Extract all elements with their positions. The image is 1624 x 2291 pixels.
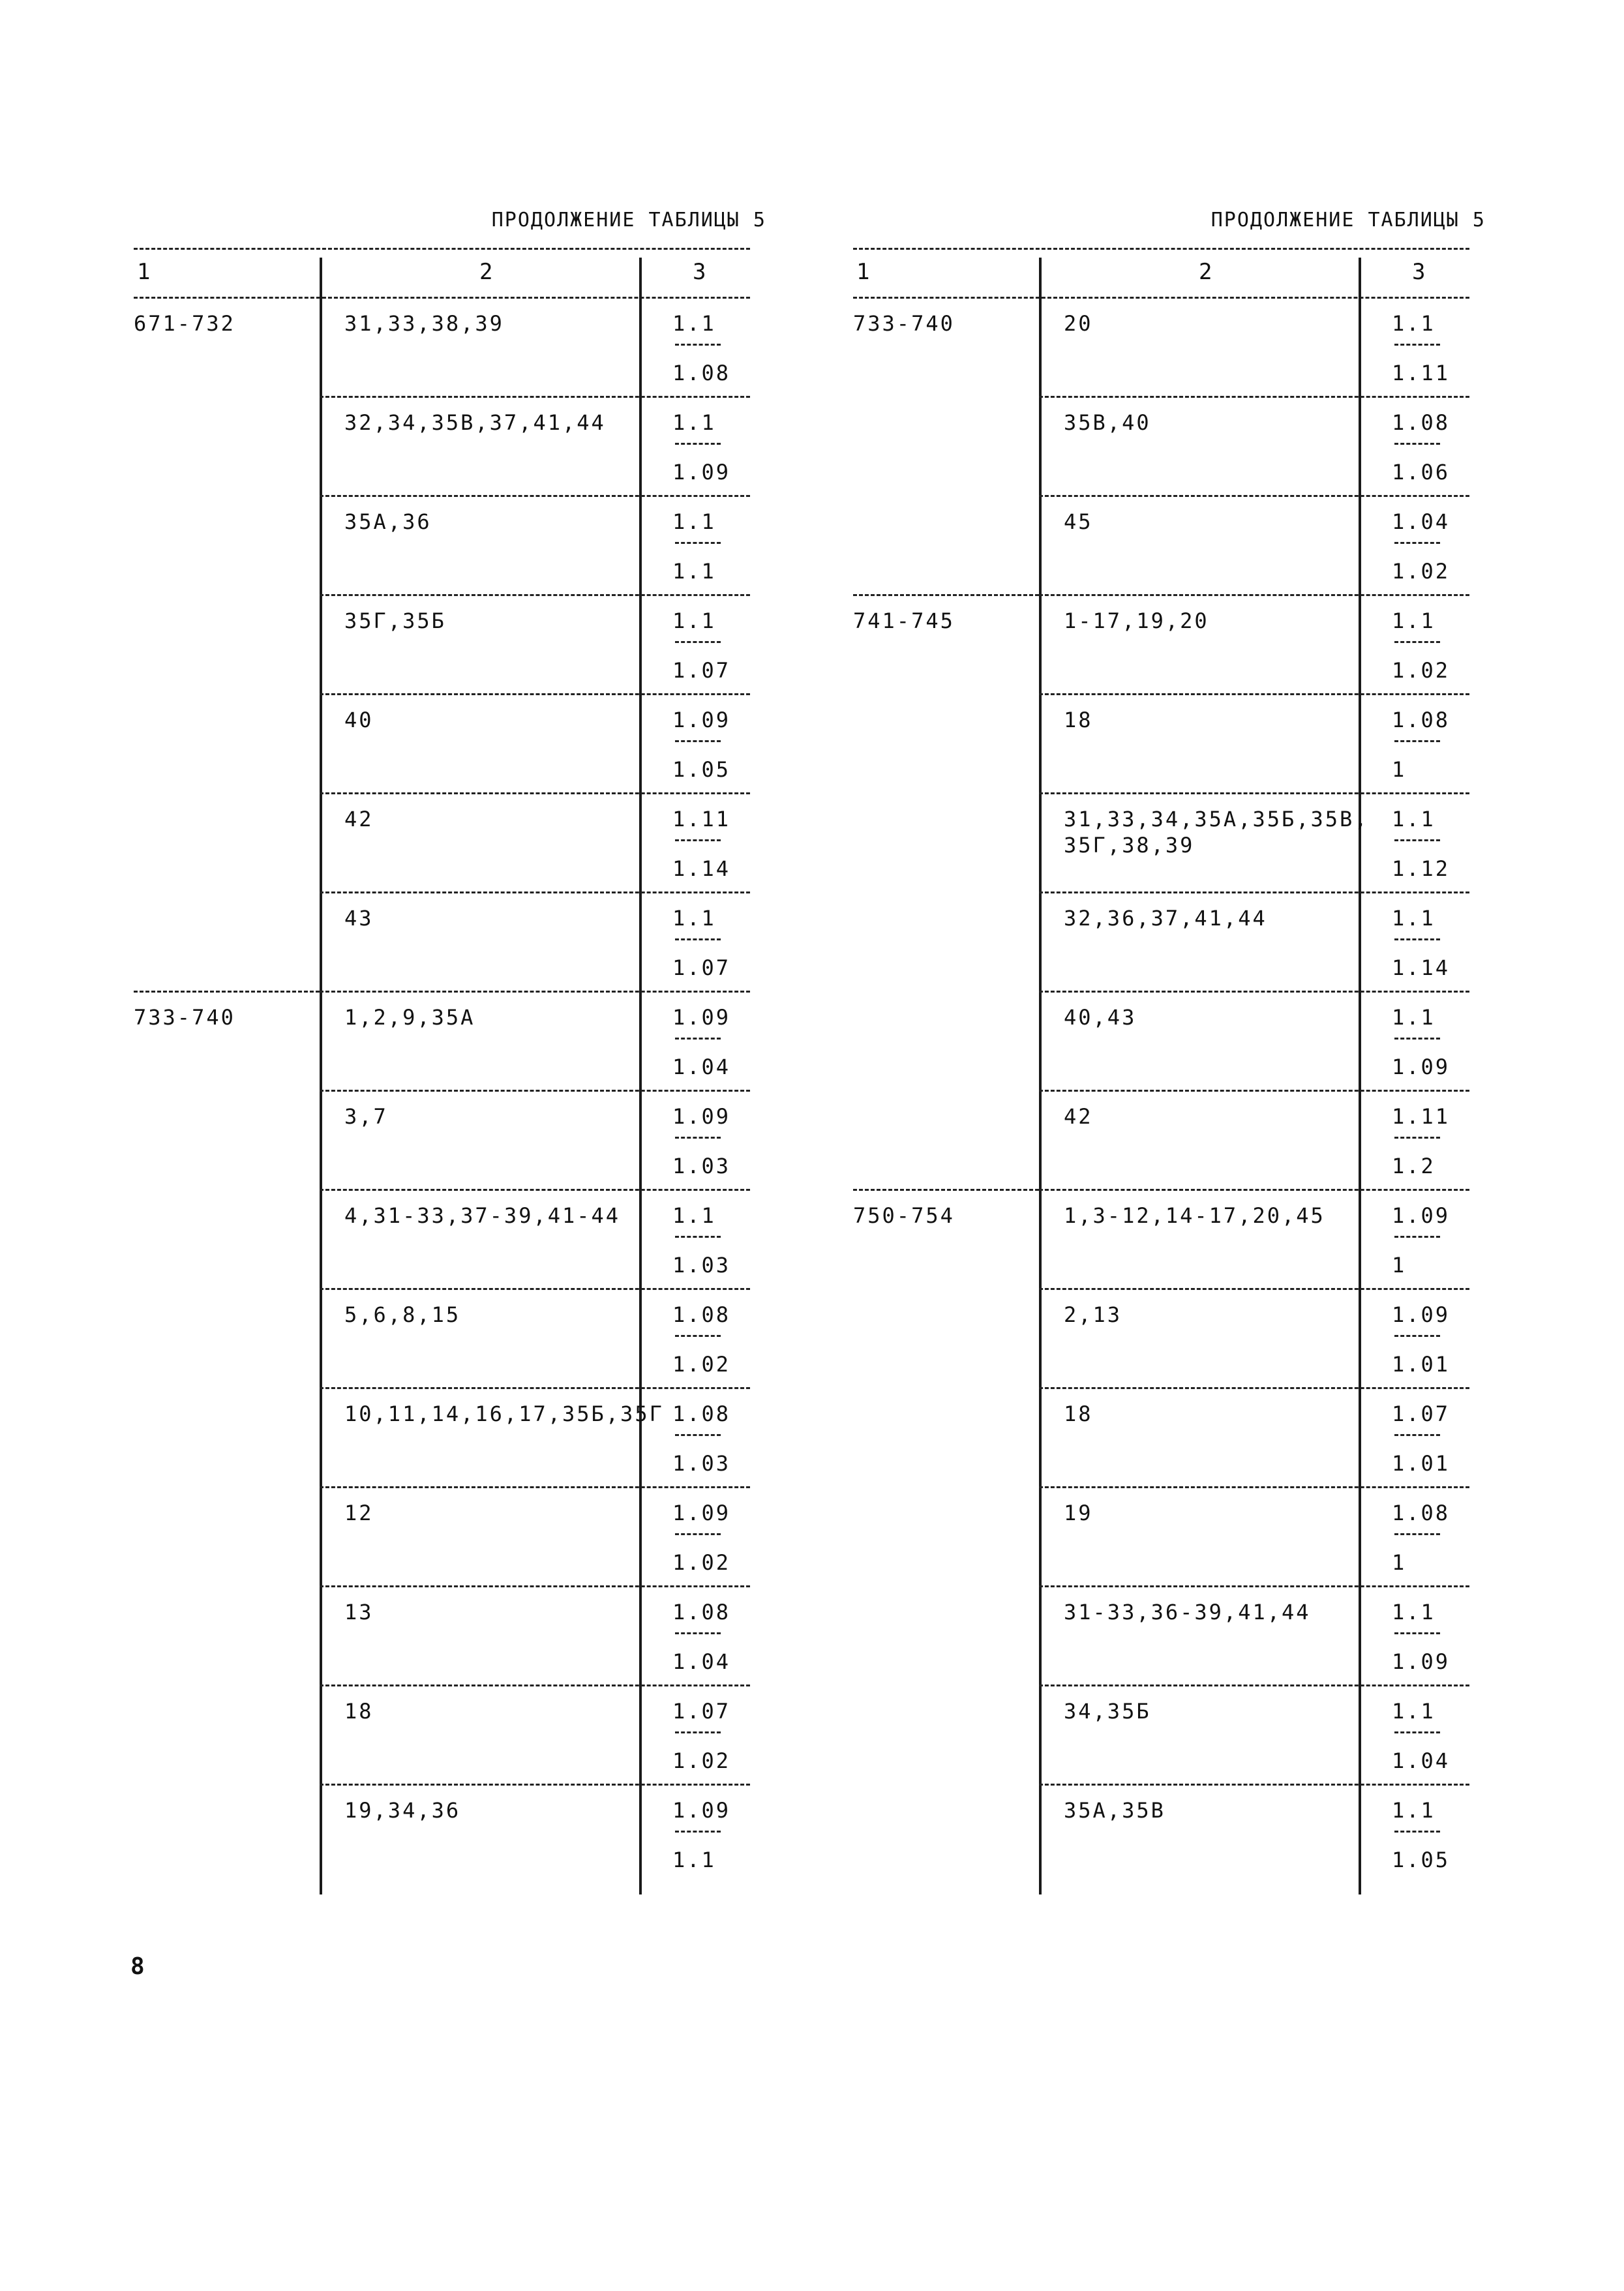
fraction-bar — [1394, 839, 1440, 841]
row-range-label: 733-740 — [134, 1005, 235, 1030]
coefficient-denominator: 1.04 — [672, 1649, 731, 1674]
coefficient-numerator: 1.1 — [672, 906, 716, 931]
row-items: 31,33,38,39 — [344, 311, 504, 336]
coefficient-numerator: 1.1 — [1392, 906, 1436, 931]
coefficient-denominator: 1.12 — [1392, 856, 1451, 881]
row-rule — [320, 991, 750, 993]
page-number: 8 — [130, 1953, 145, 1980]
coefficient-numerator: 1.09 — [672, 1501, 731, 1525]
fraction-bar — [675, 641, 721, 643]
row-items: 13 — [344, 1600, 374, 1625]
row-rule — [1039, 1387, 1469, 1389]
coefficient-numerator: 1.1 — [672, 410, 716, 435]
fraction-bar — [675, 839, 721, 841]
coefficient-numerator: 1.1 — [1392, 1005, 1436, 1030]
row-rule — [1039, 1784, 1469, 1786]
row-rule — [320, 1288, 750, 1290]
row-range-label: 671-732 — [134, 311, 235, 336]
coefficient-denominator: 1.03 — [672, 1253, 731, 1278]
column-rule-2 — [1359, 258, 1361, 1894]
row-rule — [1039, 1090, 1469, 1092]
row-rule — [1039, 495, 1469, 497]
coefficient-numerator: 1.1 — [1392, 1798, 1436, 1823]
coefficient-denominator: 1.01 — [1392, 1352, 1451, 1377]
fraction-bar — [675, 1533, 721, 1535]
row-items: 31-33,36-39,41,44 — [1064, 1600, 1311, 1625]
row-items: 35А,35В — [1064, 1798, 1165, 1823]
coefficient-numerator: 1.04 — [1392, 509, 1451, 534]
row-rule — [1039, 1585, 1469, 1587]
row-rule — [320, 1685, 750, 1686]
row-rule — [320, 792, 750, 794]
coefficient-denominator: 1.02 — [672, 1748, 731, 1773]
fraction-bar — [1394, 1831, 1440, 1833]
row-rule — [320, 891, 750, 893]
fraction-bar — [1394, 443, 1440, 445]
coefficient-numerator: 1.1 — [672, 509, 716, 534]
table-caption: ПРОДОЛЖЕНИЕ ТАБЛИЦЫ 5 — [1210, 209, 1486, 232]
fraction-bar — [1394, 1731, 1440, 1733]
row-items: 18 — [344, 1699, 374, 1724]
coefficient-denominator: 1.03 — [672, 1154, 731, 1178]
row-rule — [1039, 594, 1469, 596]
coefficient-numerator: 1.08 — [672, 1302, 731, 1327]
row-rule — [1039, 1486, 1469, 1488]
top-rule — [134, 248, 750, 250]
coefficient-numerator: 1.09 — [672, 708, 731, 732]
coefficient-numerator: 1.1 — [1392, 608, 1436, 633]
row-items: 31,33,34,35А,35Б,35В, — [1064, 807, 1369, 831]
fraction-bar — [675, 1731, 721, 1733]
coefficient-denominator: 1.06 — [1392, 460, 1451, 485]
coefficient-denominator: 1.05 — [672, 757, 731, 782]
row-items: 2,13 — [1064, 1302, 1122, 1327]
row-rule — [320, 1387, 750, 1389]
row-items: 45 — [1064, 509, 1093, 534]
row-rule — [320, 495, 750, 497]
group-rule — [853, 1189, 1039, 1191]
coefficient-denominator: 1.03 — [672, 1451, 731, 1476]
row-items: 43 — [344, 906, 374, 931]
header-rule — [134, 297, 750, 299]
header-rule — [853, 297, 1469, 299]
fraction-bar — [1394, 344, 1440, 346]
coefficient-denominator: 1.14 — [1392, 955, 1451, 980]
coefficient-denominator: 1.02 — [1392, 559, 1451, 584]
coefficient-numerator: 1.08 — [672, 1600, 731, 1625]
coefficient-numerator: 1.1 — [1392, 1699, 1436, 1724]
row-rule — [320, 1585, 750, 1587]
row-range-label: 741-745 — [853, 608, 955, 633]
coefficient-numerator: 1.1 — [672, 1203, 716, 1228]
row-items: 5,6,8,15 — [344, 1302, 461, 1327]
coefficient-denominator: 1.09 — [672, 460, 731, 485]
header-col-1: 1 — [137, 259, 153, 285]
fraction-bar — [1394, 740, 1440, 742]
row-items: 35Г,35Б — [344, 608, 446, 633]
row-items: 19,34,36 — [344, 1798, 461, 1823]
coefficient-denominator: 1.08 — [672, 361, 731, 385]
row-items: 34,35Б — [1064, 1699, 1151, 1724]
row-items-continued: 35Г,38,39 — [1064, 833, 1195, 858]
row-items: 32,34,35В,37,41,44 — [344, 410, 606, 435]
coefficient-numerator: 1.09 — [672, 1104, 731, 1129]
row-items: 3,7 — [344, 1104, 388, 1129]
fraction-bar — [1394, 938, 1440, 940]
coefficient-denominator: 1.07 — [672, 658, 731, 683]
coefficient-denominator: 1.04 — [1392, 1748, 1451, 1773]
coefficient-denominator: 1.01 — [1392, 1451, 1451, 1476]
coefficient-denominator: 1.1 — [672, 1848, 716, 1872]
row-items: 12 — [344, 1501, 374, 1525]
coefficient-numerator: 1.08 — [1392, 1501, 1451, 1525]
coefficient-denominator: 1.1 — [672, 559, 716, 584]
coefficient-numerator: 1.09 — [1392, 1302, 1451, 1327]
coefficient-numerator: 1.11 — [672, 807, 731, 831]
row-rule — [320, 1090, 750, 1092]
row-rule — [1039, 1288, 1469, 1290]
header-col-2: 2 — [1199, 259, 1214, 285]
top-rule — [853, 248, 1469, 250]
fraction-bar — [1394, 1137, 1440, 1139]
coefficient-numerator: 1.09 — [672, 1005, 731, 1030]
coefficient-denominator: 1.09 — [1392, 1055, 1451, 1079]
row-rule — [1039, 396, 1469, 398]
row-items: 19 — [1064, 1501, 1093, 1525]
fraction-bar — [675, 1434, 721, 1436]
fraction-bar — [675, 1632, 721, 1634]
coefficient-denominator: 1.02 — [1392, 658, 1451, 683]
coefficient-denominator: 1 — [1392, 757, 1407, 782]
coefficient-denominator: 1.09 — [1392, 1649, 1451, 1674]
fraction-bar — [675, 938, 721, 940]
fraction-bar — [1394, 641, 1440, 643]
fraction-bar — [1394, 542, 1440, 544]
fraction-bar — [675, 1038, 721, 1040]
coefficient-denominator: 1.02 — [672, 1352, 731, 1377]
coefficient-denominator: 1.05 — [1392, 1848, 1451, 1872]
fraction-bar — [675, 1335, 721, 1337]
header-col-1: 1 — [856, 259, 872, 285]
row-rule — [320, 1189, 750, 1191]
row-items: 20 — [1064, 311, 1093, 336]
fraction-bar — [1394, 1434, 1440, 1436]
coefficient-denominator: 1.04 — [672, 1055, 731, 1079]
row-rule — [1039, 991, 1469, 993]
coefficient-numerator: 1.1 — [672, 608, 716, 633]
row-items: 4,31-33,37-39,41-44 — [344, 1203, 621, 1228]
column-rule-1 — [320, 258, 322, 1894]
coefficient-denominator: 1.14 — [672, 856, 731, 881]
row-items: 18 — [1064, 708, 1093, 732]
fraction-bar — [675, 1831, 721, 1833]
row-items: 35В,40 — [1064, 410, 1151, 435]
column-rule-1 — [1039, 258, 1042, 1894]
coefficient-numerator: 1.1 — [1392, 1600, 1436, 1625]
row-items: 18 — [1064, 1401, 1093, 1426]
row-range-label: 733-740 — [853, 311, 955, 336]
coefficient-numerator: 1.07 — [1392, 1401, 1451, 1426]
column-rule-2 — [639, 258, 642, 1894]
row-items: 32,36,37,41,44 — [1064, 906, 1267, 931]
row-rule — [1039, 693, 1469, 695]
fraction-bar — [675, 740, 721, 742]
row-rule — [1039, 891, 1469, 893]
fraction-bar — [1394, 1038, 1440, 1040]
coefficient-numerator: 1.09 — [672, 1798, 731, 1823]
coefficient-numerator: 1.1 — [1392, 807, 1436, 831]
coefficient-numerator: 1.08 — [672, 1401, 731, 1426]
row-items: 42 — [1064, 1104, 1093, 1129]
fraction-bar — [675, 1236, 721, 1238]
coefficient-numerator: 1.1 — [1392, 311, 1436, 336]
row-items: 40 — [344, 708, 374, 732]
fraction-bar — [1394, 1632, 1440, 1634]
header-col-3: 3 — [693, 259, 708, 285]
coefficient-denominator: 1 — [1392, 1253, 1407, 1278]
row-rule — [320, 396, 750, 398]
coefficient-denominator: 1 — [1392, 1550, 1407, 1575]
row-rule — [1039, 1189, 1469, 1191]
group-rule — [853, 594, 1039, 596]
header-col-2: 2 — [479, 259, 495, 285]
fraction-bar — [675, 542, 721, 544]
row-rule — [1039, 792, 1469, 794]
coefficient-denominator: 1.2 — [1392, 1154, 1436, 1178]
row-items: 35А,36 — [344, 509, 432, 534]
coefficient-numerator: 1.08 — [1392, 708, 1451, 732]
coefficient-denominator: 1.07 — [672, 955, 731, 980]
header-col-3: 3 — [1412, 259, 1428, 285]
row-range-label: 750-754 — [853, 1203, 955, 1228]
coefficient-denominator: 1.02 — [672, 1550, 731, 1575]
coefficient-numerator: 1.1 — [672, 311, 716, 336]
group-rule — [134, 991, 320, 993]
row-rule — [1039, 1685, 1469, 1686]
row-rule — [320, 693, 750, 695]
coefficient-numerator: 1.08 — [1392, 410, 1451, 435]
coefficient-numerator: 1.09 — [1392, 1203, 1451, 1228]
coefficient-numerator: 1.07 — [672, 1699, 731, 1724]
fraction-bar — [1394, 1533, 1440, 1535]
row-items: 40,43 — [1064, 1005, 1137, 1030]
row-items: 1,3-12,14-17,20,45 — [1064, 1203, 1325, 1228]
row-items: 42 — [344, 807, 374, 831]
fraction-bar — [675, 443, 721, 445]
row-rule — [320, 1784, 750, 1786]
fraction-bar — [675, 344, 721, 346]
coefficient-numerator: 1.11 — [1392, 1104, 1451, 1129]
row-rule — [320, 594, 750, 596]
row-rule — [320, 1486, 750, 1488]
row-items: 10,11,14,16,17,35Б,35Г — [344, 1401, 664, 1426]
coefficient-denominator: 1.11 — [1392, 361, 1451, 385]
row-items: 1-17,19,20 — [1064, 608, 1209, 633]
row-items: 1,2,9,35А — [344, 1005, 475, 1030]
table-caption: ПРОДОЛЖЕНИЕ ТАБЛИЦЫ 5 — [491, 209, 766, 232]
fraction-bar — [1394, 1236, 1440, 1238]
fraction-bar — [675, 1137, 721, 1139]
fraction-bar — [1394, 1335, 1440, 1337]
